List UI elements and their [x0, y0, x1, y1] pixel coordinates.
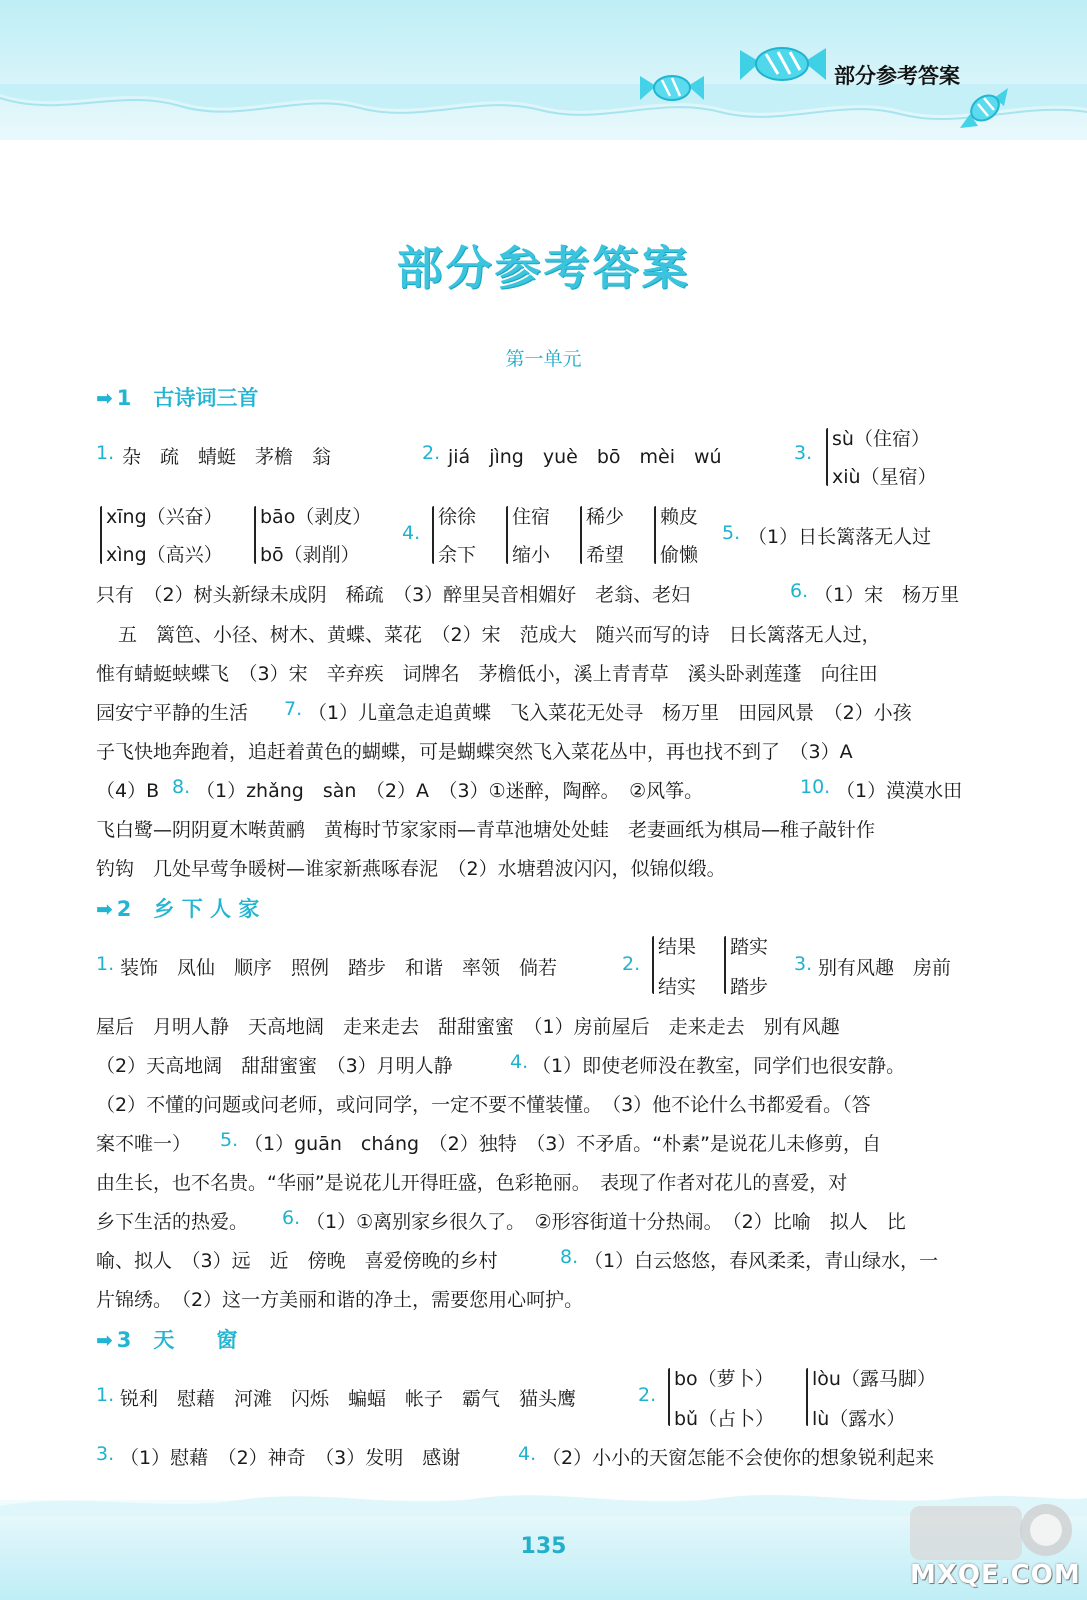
- answer-text: （1）①离别家乡很久了。 ②形容街道十分热闹。 （2）比喻 拟人 比: [306, 1211, 906, 1233]
- answer-text: xìng（高兴）: [106, 544, 223, 566]
- answer-number: 5.: [722, 522, 741, 544]
- answer-text: lòu（露马脚）: [812, 1368, 936, 1390]
- answer-text: （1）漠漠水田: [836, 780, 963, 802]
- answer-number: 4.: [510, 1051, 529, 1073]
- brace: [100, 506, 102, 564]
- answer-number: 3.: [794, 953, 813, 975]
- lesson-heading-1: ➡ 1 古诗词三首: [96, 386, 259, 410]
- answer-text: 住宿: [512, 506, 551, 528]
- brace: [668, 1368, 670, 1426]
- answer-text: （1）儿童急走追黄蝶 飞入菜花无处寻 杨万里 田园风景 （2）小孩: [308, 702, 912, 724]
- answer-number: 4.: [518, 1443, 537, 1465]
- answer-text: （2）天高地阔 甜甜蜜蜜 （3）月明人静: [96, 1055, 453, 1077]
- answer-text: bāo（剥皮）: [260, 506, 372, 528]
- answer-text: 子飞快地奔跑着，追赶着黄色的蝴蝶，可是蝴蝶突然飞入菜花丛中，再也找不到了 （3）A: [96, 741, 853, 763]
- brace: [652, 936, 654, 994]
- candy-icon: [640, 70, 704, 106]
- answer-text: bō（剥削）: [260, 544, 360, 566]
- answer-text: 杂 疏 蜻蜓 茅檐 翁: [122, 446, 332, 468]
- answer-text: 别有风趣 房前: [818, 957, 952, 979]
- answer-text: （4）B: [96, 780, 160, 802]
- answer-text: 只有 （2）树头新绿未成阴 稀疏 （3）醉里吴音相媚好 老翁、老妇: [96, 584, 691, 606]
- arrow-icon: ➡: [96, 897, 113, 921]
- lesson-heading-2: ➡ 2 乡 下 人 家: [96, 897, 260, 921]
- answer-text: （1）白云悠悠，春风柔柔，青山绿水，一: [584, 1250, 939, 1272]
- arrow-icon: ➡: [96, 386, 113, 410]
- answer-text: 案不唯一）: [96, 1133, 192, 1155]
- brace: [724, 936, 726, 994]
- answer-text: 飞白鹭—阴阴夏木啭黄鹂 黄梅时节家家雨—青草池塘处处蛙 老妻画纸为棋局—稚子敲针作: [96, 819, 876, 841]
- brace: [654, 506, 656, 564]
- answer-text: 结实: [658, 976, 697, 998]
- answer-text: 踏步: [730, 976, 769, 998]
- brace: [580, 506, 582, 564]
- answer-text: 乡下生活的热爱。: [96, 1211, 249, 1233]
- answer-number: 7.: [284, 698, 303, 720]
- answer-text: （1）zhǎng sàn （2）A （3）①迷醉，陶醉。 ②风筝。: [196, 780, 704, 802]
- answer-text: 惟有蜻蜓蛱蝶飞 （3）宋 辛弃疾 词牌名 茅檐低小，溪上青青草 溪头卧剥莲蓬 向往田: [96, 663, 878, 685]
- answer-text: 装饰 凤仙 顺序 照例 踏步 和谐 率领 倘若: [120, 957, 558, 979]
- answer-text: 钓钩 几处早莺争暖树—谁家新燕啄春泥 （2）水塘碧波闪闪，似锦似缎。: [96, 858, 726, 880]
- answer-text: bǔ（占卜）: [674, 1408, 775, 1430]
- brace: [806, 1368, 808, 1426]
- answer-number: 6.: [282, 1207, 301, 1229]
- answer-text: jiá jìng yuè bō mèi wú: [448, 446, 722, 468]
- brace: [506, 506, 508, 564]
- header-title: 部分参考答案: [834, 64, 960, 88]
- answer-text: 稀少: [586, 506, 625, 528]
- header-wave: [0, 84, 1087, 144]
- answer-text: （1）宋 杨万里: [814, 584, 960, 606]
- answer-text: lù（露水）: [812, 1408, 906, 1430]
- answer-text: bo（萝卜）: [674, 1368, 774, 1390]
- answer-text: 园安宁平静的生活: [96, 702, 249, 724]
- answer-text: 希望: [586, 544, 625, 566]
- answer-text: sù（住宿）: [832, 428, 930, 450]
- answer-text: 踏实: [730, 936, 769, 958]
- answer-text: （2）小小的天窗怎能不会使你的想象锐利起来: [542, 1447, 935, 1469]
- answer-text: （1）日长篱落无人过: [748, 526, 932, 548]
- answer-text: （1）guān cháng （2）独特 （3）不矛盾。“朴素”是说花儿未修剪，自: [244, 1133, 881, 1155]
- page-number: 135: [520, 1534, 567, 1559]
- answer-number: 2.: [622, 953, 641, 975]
- brace: [254, 506, 256, 564]
- answer-number: 5.: [220, 1129, 239, 1151]
- answer-text: （1）即使老师没在教室，同学们也很安静。: [532, 1055, 906, 1077]
- answer-text: xīng（兴奋）: [106, 506, 223, 528]
- answer-text: 锐利 慰藉 河滩 闪烁 蝙蝠 帐子 霸气 猫头鹰: [120, 1388, 577, 1410]
- answer-text: 片锦绣。 （2）这一方美丽和谐的净土，需要您用心呵护。: [96, 1289, 584, 1311]
- unit-heading: 第一单元: [505, 348, 582, 370]
- brace: [826, 428, 828, 486]
- candy-icon: [956, 84, 1012, 132]
- answer-number: 4.: [402, 522, 421, 544]
- answer-text: xiù（星宿）: [832, 466, 937, 488]
- answer-text: 徐徐: [438, 506, 477, 528]
- answer-text: 结果: [658, 936, 697, 958]
- answer-number: 2.: [638, 1384, 657, 1406]
- answer-text: 由生长，也不名贵。“华丽”是说花儿开得旺盛，色彩艳丽。 表现了作者对花儿的喜爱，对: [96, 1172, 848, 1194]
- answer-text: 余下: [438, 544, 477, 566]
- answer-number: 1.: [96, 1384, 115, 1406]
- answer-text: 喻、拟人 （3）远 近 傍晚 喜爱傍晚的乡村: [96, 1250, 498, 1272]
- candy-icon: [738, 40, 828, 90]
- answer-number: 6.: [790, 580, 809, 602]
- answer-number: 1.: [96, 953, 115, 975]
- answer-text: （2）不懂的问题或问老师，或问同学，一定不要不懂装懂。 （3）他不论什么书都爱看。（答: [96, 1094, 871, 1116]
- answer-number: 8.: [560, 1246, 579, 1268]
- answer-text: 赖皮: [660, 506, 699, 528]
- watermark-text: MXQE.COM: [910, 1560, 1081, 1590]
- answer-text: 偷懒: [660, 544, 699, 566]
- brace: [432, 506, 434, 564]
- answer-text: 五 篱笆、小径、树木、黄蝶、菜花 （2）宋 范成大 随兴而写的诗 日长篱落无人过，: [118, 624, 881, 646]
- answer-number: 3.: [794, 442, 813, 464]
- answer-text: 屋后 月明人静 天高地阔 走来走去 甜甜蜜蜜 （1）房前屋后 走来走去 别有风趣: [96, 1016, 840, 1038]
- lesson-heading-3: ➡ 3 天 窗: [96, 1328, 238, 1352]
- answer-text: 缩小: [512, 544, 551, 566]
- answer-number: 2.: [422, 442, 441, 464]
- answer-number: 3.: [96, 1443, 115, 1465]
- page-title: 部分参考答案: [396, 241, 691, 295]
- arrow-icon: ➡: [96, 1328, 113, 1352]
- answer-number: 10.: [800, 776, 831, 798]
- answer-text: （1）慰藉 （2）神奇 （3）发明 感谢: [120, 1447, 461, 1469]
- answer-number: 8.: [172, 776, 191, 798]
- answer-number: 1.: [96, 442, 115, 464]
